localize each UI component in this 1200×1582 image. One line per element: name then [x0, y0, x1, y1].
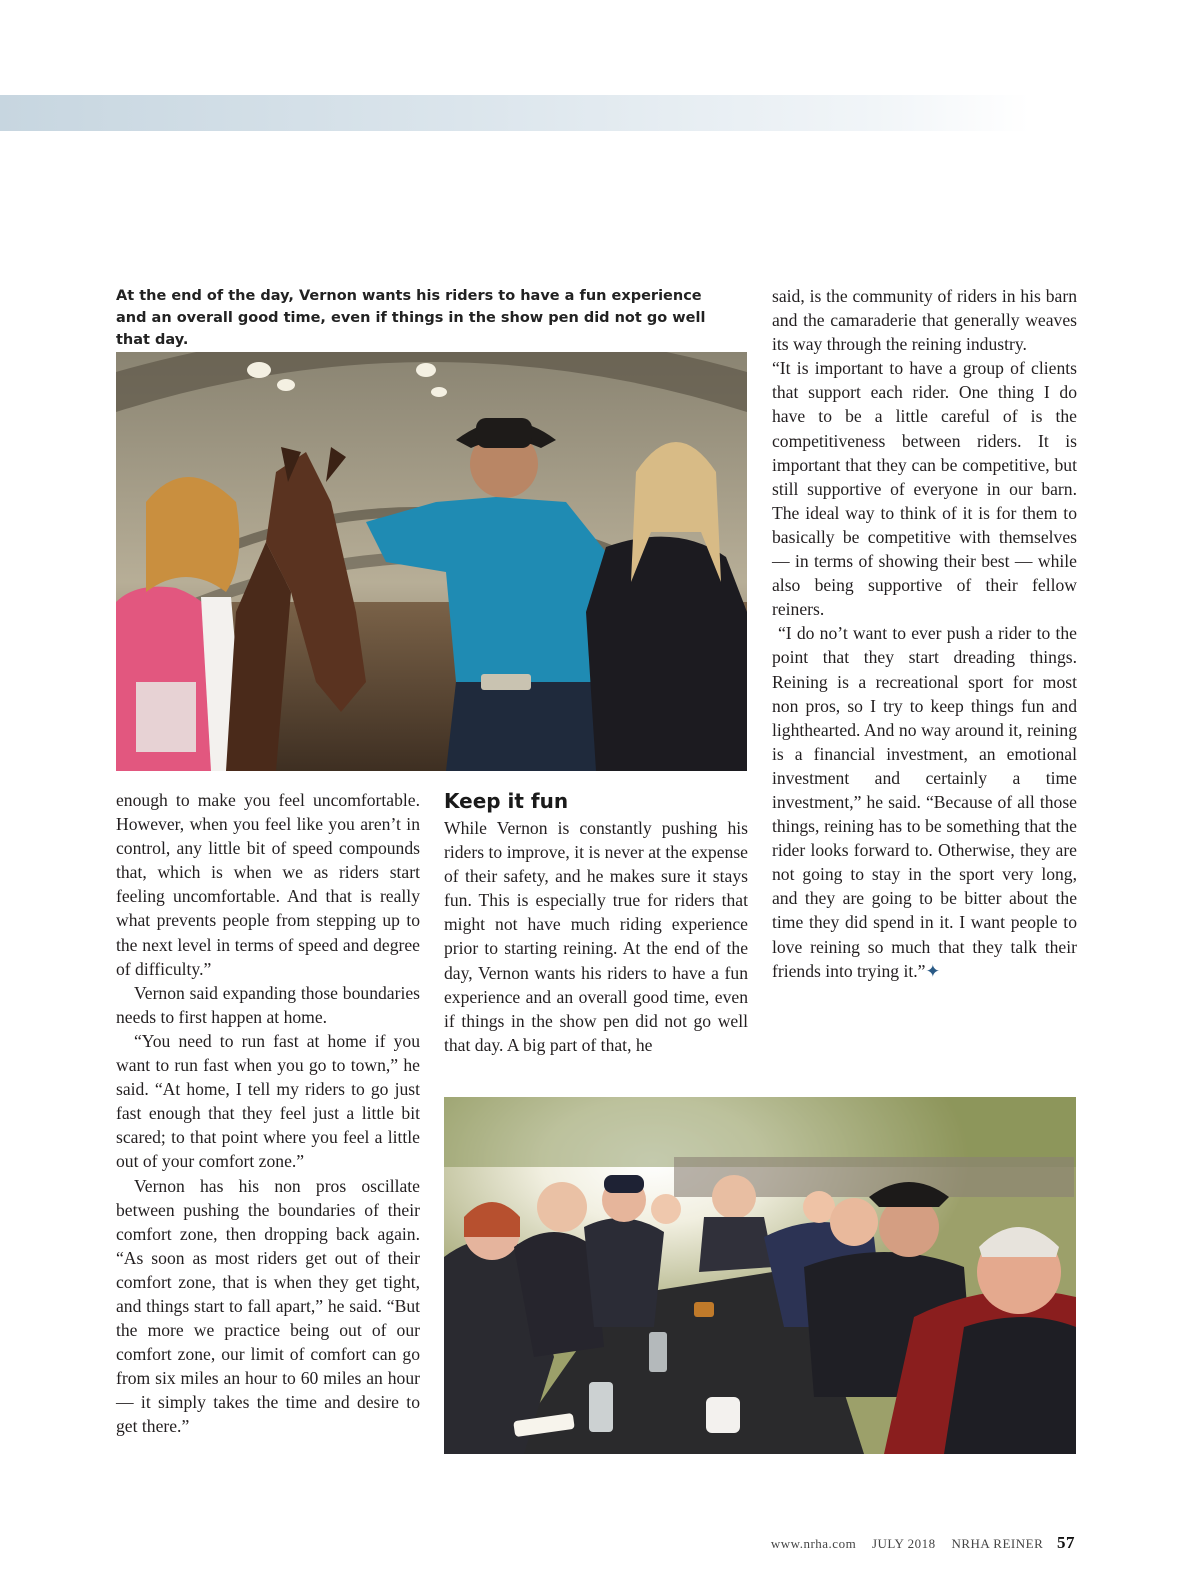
- paragraph: “You need to run fast at home if you want to run fast when you go to town,” he said. “At home, I tell my riders to go just fast enough that they feel just a little bit scared; to that point where you feel a little out of your comfort zone.”: [116, 1030, 420, 1172]
- arena-photo: [116, 352, 747, 771]
- paragraph: Vernon said expanding those boundaries needs to first happen at home.: [116, 982, 420, 1027]
- paragraph: enough to make you feel uncomfortable. However, when you feel like you aren’t in control, any little bit of speed compounds that, which is when we as riders start feeling uncomfortable. And that is really what prevents people from stepping up to the next level in terms of speed and degree of difficulty.”: [116, 790, 420, 979]
- footer-issue: JULY 2018: [871, 1536, 936, 1551]
- footer-url: www.nrha.com: [770, 1536, 857, 1551]
- footer-publication: NRHA REINER: [951, 1536, 1044, 1551]
- paragraph-text: “I do no’t want to ever push a rider to the point that they start dreading things. Reining is a recreational sport for most non pros, so I try to keep things fun and lighthearted. And no way around it, reining is a financial investment, an emotional investment and certainly a time investment,” he said. “Because of all those things, reining has to be something that the rider looks forward to. Otherwise, they are not going to stay in the sport very long, and they are going to be bitter about the time they did spend in it. I want people to love reining so much that they talk their friends into trying it.”: [772, 623, 1077, 981]
- end-of-article-icon: ✦: [925, 960, 941, 981]
- group-photo: [444, 1097, 1076, 1454]
- paragraph: Vernon has his non pros oscillate between pushing the boundaries of their comfort zone, then dropping back again. “As soon as most riders get out of their comfort zone, that is when they get tight, and things start to fall apart,” he said. “But the more we practice being out of our comfort zone, our limit of comfort can go from six miles an hour to 60 miles an hour — it simply takes the time and desire to get there.”: [116, 1175, 420, 1437]
- paragraph: “It is important to have a group of clients that support each rider. One thing I do have to be a little careful of is the competitiveness between riders. It is important that they can be competitive, but still supportive of everyone in our barn. The ideal way to think of it is for them to basically be competitive with themselves — in terms of showing their best — while also being supportive of their fellow reiners.: [772, 358, 1077, 620]
- page-number: 57: [1057, 1533, 1075, 1552]
- section-heading: Keep it fun: [444, 789, 569, 813]
- text-column-middle: [444, 788, 748, 1057]
- paragraph: While Vernon is constantly pushing his riders to improve, it is never at the expense of their safety, and he makes sure it stays fun. This is especially true for riders that might not have much riding experience prior to starting reining. At the end of the day, Vernon wants his riders to have a fun experience and an overall good time, even if things in the show pen did not go well that day. A big part of that, he: [444, 818, 748, 1055]
- header-band: [0, 95, 1030, 131]
- page-footer: [759, 1533, 1075, 1553]
- paragraph: said, is the community of riders in his barn and the camaraderie that generally weaves its way through the reining industry.: [772, 286, 1077, 355]
- photo-caption: At the end of the day, Vernon wants his riders to have a fun experience and an overall good time, even if things in the show pen did not go well that day.: [116, 288, 706, 348]
- paragraph-with-end-mark: [772, 621, 1077, 982]
- text-column-right: [772, 284, 1077, 983]
- text-column-left: [116, 788, 420, 1439]
